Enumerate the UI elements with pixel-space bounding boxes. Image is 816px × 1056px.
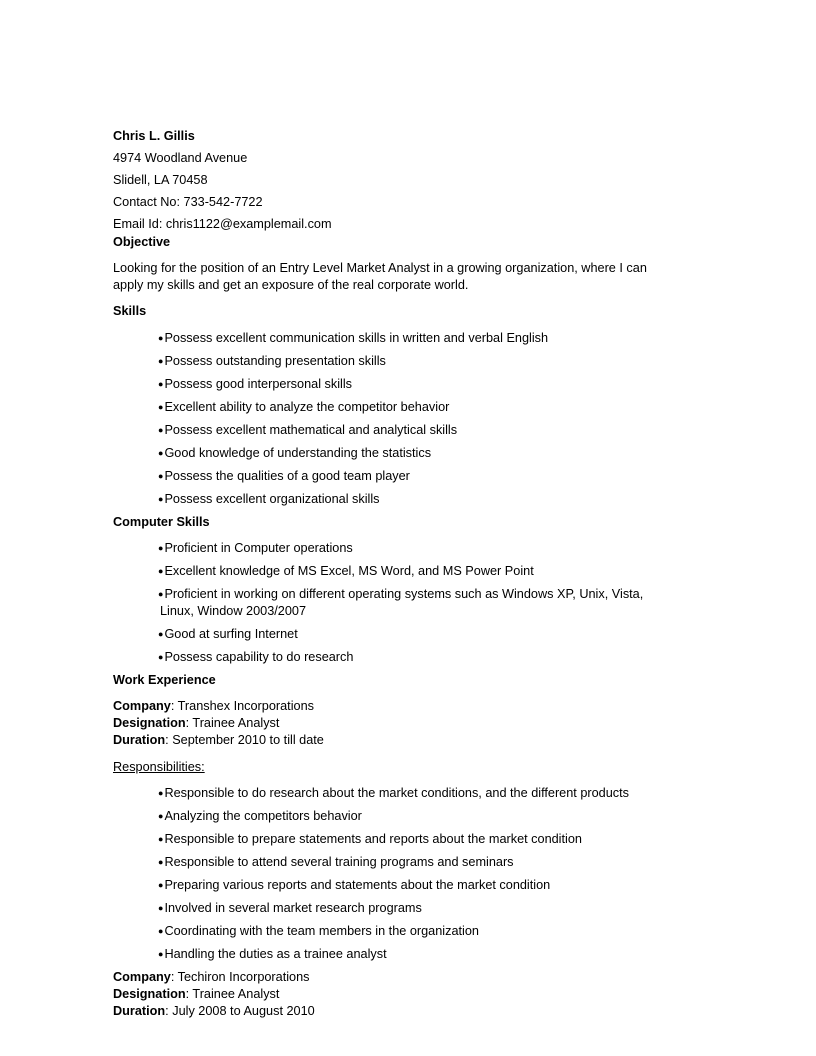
list-item: ●Responsible to attend several training programs and seminars [158,855,514,869]
list-item-continuation: Linux, Window 2003/2007 [160,604,307,618]
address-line-2: Slidell, LA 70458 [113,173,208,187]
list-item: ●Possess outstanding presentation skills [158,354,386,368]
list-item: ●Handling the duties as a trainee analyst [158,947,387,961]
list-item: ●Proficient in Computer operations [158,541,353,555]
bullet-icon: ● [158,903,164,913]
bullet-icon: ● [158,333,164,343]
bullet-icon: ● [158,857,164,867]
list-item: ●Coordinating with the team members in the organization [158,924,479,938]
job-1-designation: Designation: Trainee Analyst [113,716,280,730]
list-item: ●Proficient in working on different operating systems such as Windows XP, Unix, Vista, [158,587,644,601]
list-item: ●Possess good interpersonal skills [158,377,353,391]
bullet-icon: ● [158,379,164,389]
computer-skills-heading: Computer Skills [113,515,210,529]
bullet-icon: ● [158,471,164,481]
bullet-icon: ● [158,788,164,798]
bullet-icon: ● [158,402,164,412]
list-item: ●Involved in several market research programs [158,901,422,915]
list-item: ●Responsible to do research about the market conditions, and the different products [158,786,629,800]
contact-label: Contact No: [113,195,180,209]
bullet-icon: ● [158,834,164,844]
bullet-icon: ● [158,566,164,576]
bullet-icon: ● [158,356,164,366]
contact-value: 733-542-7722 [183,195,263,209]
contact-number [113,195,263,209]
job-2-designation: Designation: Trainee Analyst [113,987,280,1001]
list-item: ●Preparing various reports and statements about the market condition [158,878,551,892]
job-1-company: Company: Transhex Incorporations [113,699,314,713]
email-label: Email Id: [113,217,163,231]
responsibilities-label: Responsibilities: [113,760,205,774]
bullet-icon: ● [158,652,164,662]
list-item: ●Possess excellent organizational skills [158,492,380,506]
list-item: ●Possess capability to do research [158,650,354,664]
bullet-icon: ● [158,629,164,639]
list-item: ●Analyzing the competitors behavior [158,809,362,823]
bullet-icon: ● [158,448,164,458]
bullet-icon: ● [158,811,164,821]
work-experience-heading: Work Experience [113,673,216,687]
skills-heading: Skills [113,304,147,318]
bullet-icon: ● [158,425,164,435]
bullet-icon: ● [158,543,164,553]
objective-line-2: apply my skills and get an exposure of the real corporate world. [113,278,469,292]
bullet-icon: ● [158,926,164,936]
job-2-company: Company: Techiron Incorporations [113,970,310,984]
list-item: ●Possess the qualities of a good team player [158,469,410,483]
bullet-icon: ● [158,949,164,959]
bullet-icon: ● [158,494,164,504]
bullet-icon: ● [158,589,164,599]
job-2-duration: Duration: July 2008 to August 2010 [113,1004,315,1018]
objective-line-1: Looking for the position of an Entry Level Market Analyst in a growing organization, where I can [113,261,647,275]
list-item: ●Possess excellent mathematical and analytical skills [158,423,458,437]
list-item: ●Responsible to prepare statements and reports about the market condition [158,832,582,846]
list-item: ●Good knowledge of understanding the statistics [158,446,432,460]
email-value: chris1122@examplemail.com [165,217,332,231]
email [113,217,332,231]
list-item: ●Good at surfing Internet [158,627,298,641]
job-1-duration: Duration: September 2010 to till date [113,733,324,747]
list-item: ●Possess excellent communication skills in written and verbal English [158,331,549,345]
candidate-name: Chris L. Gillis [113,129,195,143]
list-item: ●Excellent ability to analyze the competitor behavior [158,400,450,414]
address-line-1: 4974 Woodland Avenue [113,151,248,165]
objective-heading: Objective [113,235,171,249]
list-item: ●Excellent knowledge of MS Excel, MS Word, and MS Power Point [158,564,534,578]
bullet-icon: ● [158,880,164,890]
